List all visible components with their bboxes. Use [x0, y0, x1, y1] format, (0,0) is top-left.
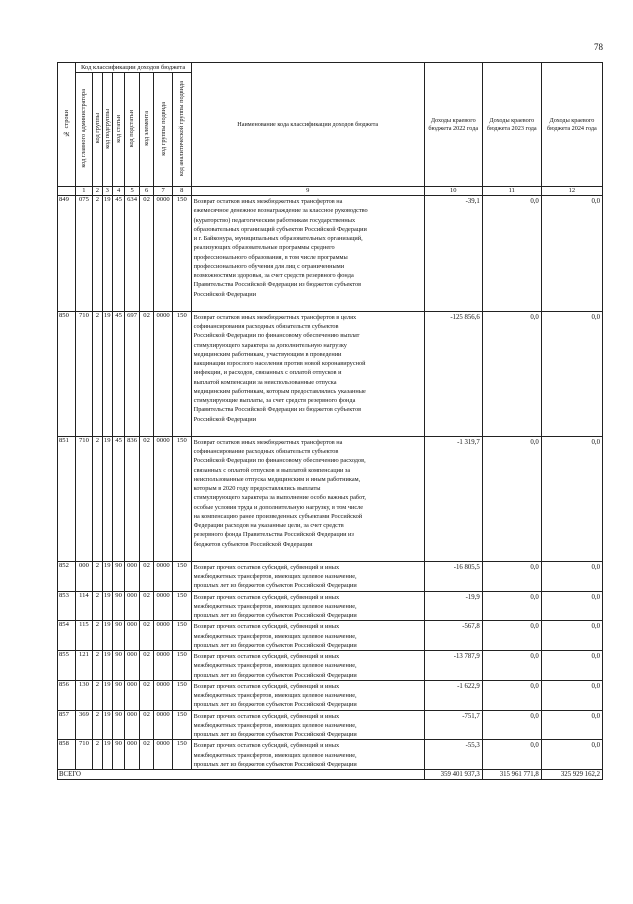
- code-cell: 000: [75, 561, 93, 591]
- code-cell: 0000: [154, 651, 173, 681]
- code-cell: 000: [125, 561, 140, 591]
- code-cell: 0000: [154, 196, 173, 312]
- amount-2023: 0,0: [482, 311, 541, 436]
- row-number: 858: [58, 740, 76, 770]
- code-cell: 90: [112, 651, 124, 681]
- column-number: 10: [424, 187, 482, 196]
- description-line: на компенсацию ранее произведенных субъектами Российской: [193, 512, 363, 520]
- amount-2022: -1 319,7: [424, 436, 482, 561]
- code-cell: 19: [102, 710, 112, 740]
- row-number: 855: [58, 651, 76, 681]
- row-description: [191, 651, 424, 681]
- code-cell: 000: [125, 740, 140, 770]
- amount-2023: 0,0: [482, 710, 541, 740]
- code-cell: 02: [139, 710, 154, 740]
- description-line: Российской Федерации по финансовому обеспечению выплат: [193, 332, 360, 340]
- description-line: связанных с оплатой отпусков и выплатой компенсации за: [193, 466, 351, 474]
- total-label: ВСЕГО: [58, 770, 425, 780]
- amount-2024: 0,0: [541, 710, 602, 740]
- code-cell: 45: [112, 436, 124, 561]
- description-line: Возврат прочих остатков субсидий, субвенций и иных: [193, 563, 340, 571]
- code-cell: 0000: [154, 436, 173, 561]
- row-number: 854: [58, 621, 76, 651]
- row-number: 857: [58, 710, 76, 740]
- code-cell: 19: [102, 591, 112, 621]
- column-number: 12: [541, 187, 602, 196]
- row-number-header: № строки: [58, 63, 76, 187]
- income-2022-header: Доходы краевого бюджета 2022 года: [424, 63, 482, 187]
- column-number: 6: [139, 187, 154, 196]
- description-line: межбюджетных трансфертов, имеющих целевое назначение,: [193, 632, 357, 640]
- description-line: медицинским работникам, которым предоставлялись указанные: [193, 387, 366, 395]
- amount-2023: 0,0: [482, 651, 541, 681]
- description-line: Возврат прочих остатков субсидий, субвенций и иных: [193, 682, 340, 690]
- description-line: межбюджетных трансфертов, имеющих целевое назначение,: [193, 692, 357, 699]
- column-number: 4: [112, 187, 124, 196]
- code-cell: 710: [75, 436, 93, 561]
- code-cell: 710: [75, 740, 93, 770]
- code-cell: 0000: [154, 740, 173, 770]
- code-column-header: код аналитической группы подвида: [172, 73, 191, 187]
- description-line: реализующих образовательные программы среднего: [193, 244, 335, 252]
- description-line: и г. Байконура, муниципальных образовательных организаций,: [193, 235, 363, 242]
- amount-2022: -125 856,6: [424, 311, 482, 436]
- code-cell: 114: [75, 591, 93, 621]
- code-cell: 000: [125, 680, 140, 710]
- description-line: Российской Федерации: [193, 290, 257, 298]
- description-line: межбюджетных трансфертов, имеющих целевое назначение,: [193, 602, 357, 610]
- amount-2022: -39,1: [424, 196, 482, 312]
- column-number: 2: [93, 187, 102, 196]
- total-2022: 359 401 937,3: [424, 770, 482, 780]
- column-number: 8: [172, 187, 191, 196]
- code-cell: 2: [93, 651, 102, 681]
- table-row: [58, 196, 603, 312]
- code-cell: 150: [172, 436, 191, 561]
- code-cell: 2: [93, 591, 102, 621]
- amount-2024: 0,0: [541, 436, 602, 561]
- row-description: [191, 591, 424, 621]
- code-cell: 710: [75, 311, 93, 436]
- code-cell: 0000: [154, 680, 173, 710]
- row-description: [191, 436, 424, 561]
- description-line: резервного фонда Правительства Российской Федерации из: [193, 531, 354, 539]
- code-column-header: код подстатьи: [125, 73, 140, 187]
- code-cell: 115: [75, 621, 93, 651]
- income-2024-header: Доходы краевого бюджета 2024 года: [541, 63, 602, 187]
- description-line: прошлых лет из бюджетов субъектов Российской Федерации: [193, 701, 357, 709]
- description-line: межбюджетных трансфертов, имеющих целевое назначение,: [193, 721, 357, 729]
- description-line: (кураторство) педагогическим работникам государственных: [193, 216, 356, 224]
- description-line: особые условия труда и дополнительную нагрузку, в том числе: [193, 503, 364, 511]
- code-cell: 02: [139, 621, 154, 651]
- description-line: Российской Федерации: [193, 415, 257, 423]
- row-number: 849: [58, 196, 76, 312]
- description-line: Правительства Российской Федерации из бюджетов субъектов: [193, 406, 362, 414]
- code-cell: 2: [93, 710, 102, 740]
- table-row: [58, 710, 603, 740]
- row-description: [191, 561, 424, 591]
- amount-2024: 0,0: [541, 651, 602, 681]
- description-line: бюджетов субъектов Российской Федерации: [193, 540, 313, 548]
- code-cell: 2: [93, 436, 102, 561]
- code-cell: 369: [75, 710, 93, 740]
- description-line: прошлых лет из бюджетов субъектов Российской Федерации: [193, 582, 357, 590]
- code-cell: 90: [112, 680, 124, 710]
- description-line: возможностями здоровья, за счет средств резервного фонда: [193, 272, 354, 279]
- table-row: [58, 311, 603, 436]
- code-cell: 02: [139, 680, 154, 710]
- description-line: Возврат остатков иных межбюджетных трансфертов на: [193, 198, 343, 205]
- row-description: [191, 196, 424, 312]
- code-cell: 2: [93, 740, 102, 770]
- description-line: софинансирование расходных обязательств субъектов: [193, 448, 339, 455]
- description-line: прошлых лет из бюджетов субъектов Российской Федерации: [193, 760, 357, 768]
- code-cell: 90: [112, 591, 124, 621]
- code-cell: 000: [125, 591, 140, 621]
- row-description: [191, 680, 424, 710]
- code-cell: 2: [93, 680, 102, 710]
- classification-header: Код классификации доходов бюджета: [75, 63, 191, 73]
- code-cell: 2: [93, 561, 102, 591]
- row-number: 852: [58, 561, 76, 591]
- description-line: Правительства Российской Федерации из бюджетов субъектов: [193, 281, 362, 289]
- code-cell: 02: [139, 591, 154, 621]
- column-number: 3: [102, 187, 112, 196]
- table-row: [58, 740, 603, 770]
- total-2023: 315 961 771,8: [482, 770, 541, 780]
- row-description: [191, 311, 424, 436]
- code-cell: 2: [93, 621, 102, 651]
- code-column-header: код главного администратора: [75, 73, 93, 187]
- amount-2022: -19,9: [424, 591, 482, 621]
- description-line: Российской Федерации по финансовому обеспечению расходов,: [193, 457, 366, 465]
- row-description: [191, 740, 424, 770]
- table-row: [58, 651, 603, 681]
- description-line: инфекции, и расходов, связанных с оплатой отпусков и: [193, 369, 342, 377]
- code-cell: 0000: [154, 311, 173, 436]
- code-column-header: код группы подвида: [154, 73, 173, 187]
- row-number: 856: [58, 680, 76, 710]
- code-cell: 90: [112, 740, 124, 770]
- code-cell: 19: [102, 651, 112, 681]
- row-number: 850: [58, 311, 76, 436]
- code-cell: 075: [75, 196, 93, 312]
- code-cell: 130: [75, 680, 93, 710]
- description-line: прошлых лет из бюджетов субъектов Российской Федерации: [193, 671, 357, 679]
- table-row: [58, 561, 603, 591]
- code-cell: 150: [172, 651, 191, 681]
- amount-2022: -55,3: [424, 740, 482, 770]
- description-line: Возврат прочих остатков субсидий, субвенций и иных: [193, 593, 340, 601]
- code-cell: 19: [102, 311, 112, 436]
- code-cell: 2: [93, 311, 102, 436]
- description-line: вакцинации взрослого населения против новой коронавирусной: [193, 360, 366, 367]
- code-cell: 02: [139, 740, 154, 770]
- code-cell: 02: [139, 196, 154, 312]
- row-description: [191, 621, 424, 651]
- code-column-header: код подгруппы: [102, 73, 112, 187]
- amount-2023: 0,0: [482, 621, 541, 651]
- code-cell: 0000: [154, 561, 173, 591]
- description-line: софинансирования расходных обязательств субъектов: [193, 323, 339, 330]
- description-line: Возврат прочих остатков субсидий, субвенций и иных: [193, 623, 340, 631]
- description-line: стимулирующего характера за выполнение особо важных работ,: [193, 494, 367, 502]
- amount-2023: 0,0: [482, 680, 541, 710]
- code-column-header: код статьи: [112, 73, 124, 187]
- code-cell: 150: [172, 591, 191, 621]
- code-cell: 000: [125, 651, 140, 681]
- row-number: 851: [58, 436, 76, 561]
- amount-2023: 0,0: [482, 561, 541, 591]
- code-cell: 150: [172, 561, 191, 591]
- code-cell: 19: [102, 621, 112, 651]
- amount-2023: 0,0: [482, 740, 541, 770]
- amount-2022: -1 622,9: [424, 680, 482, 710]
- amount-2022: -16 805,5: [424, 561, 482, 591]
- code-column-header: код группы: [93, 73, 102, 187]
- amount-2024: 0,0: [541, 561, 602, 591]
- description-line: выплатой компенсации за неиспользованные отпуска: [193, 378, 337, 386]
- description-line: межбюджетных трансфертов, имеющих целевое назначение,: [193, 573, 357, 580]
- code-cell: 150: [172, 621, 191, 651]
- code-cell: 90: [112, 621, 124, 651]
- code-cell: 2: [93, 196, 102, 312]
- code-cell: 150: [172, 196, 191, 312]
- description-line: прошлых лет из бюджетов субъектов Российской Федерации: [193, 641, 357, 649]
- code-cell: 02: [139, 561, 154, 591]
- description-line: профессионального образования, в том числе программы: [193, 253, 348, 261]
- code-cell: 19: [102, 196, 112, 312]
- budget-income-table: [57, 62, 603, 780]
- income-2023-header: Доходы краевого бюджета 2023 года: [482, 63, 541, 187]
- table-row: [58, 591, 603, 621]
- code-cell: 150: [172, 311, 191, 436]
- description-line: которым в 2020 году предоставлялись выплаты: [193, 485, 321, 492]
- description-line: Федерации расходов на указанные цели, за счет средств: [193, 522, 344, 529]
- code-cell: 90: [112, 710, 124, 740]
- code-cell: 150: [172, 740, 191, 770]
- code-cell: 19: [102, 680, 112, 710]
- code-cell: 45: [112, 311, 124, 436]
- description-line: ежемесячное денежное вознаграждение за классное руководство: [193, 207, 368, 215]
- code-cell: 02: [139, 651, 154, 681]
- description-line: стимулирующего характера за дополнительную нагрузку: [193, 341, 347, 349]
- description-line: Возврат прочих остатков субсидий, субвенций и иных: [193, 742, 340, 750]
- code-cell: 19: [102, 740, 112, 770]
- code-cell: 02: [139, 311, 154, 436]
- table-row: [58, 680, 603, 710]
- code-cell: 19: [102, 561, 112, 591]
- description-line: стимулирующие выплаты, за счет средств резервного фонда: [193, 397, 356, 404]
- code-cell: 121: [75, 651, 93, 681]
- amount-2022: -751,7: [424, 710, 482, 740]
- description-line: неиспользованные отпуска медицинским и иным работникам,: [193, 475, 361, 483]
- code-cell: 634: [125, 196, 140, 312]
- total-2024: 325 929 162,2: [541, 770, 602, 780]
- amount-2024: 0,0: [541, 621, 602, 651]
- code-cell: 697: [125, 311, 140, 436]
- description-line: Возврат остатков иных межбюджетных трансфертов на: [193, 438, 343, 446]
- code-cell: 150: [172, 680, 191, 710]
- description-line: Возврат остатков иных межбюджетных трансфертов в целях: [193, 313, 357, 321]
- code-cell: 45: [112, 196, 124, 312]
- amount-2024: 0,0: [541, 311, 602, 436]
- amount-2023: 0,0: [482, 591, 541, 621]
- amount-2024: 0,0: [541, 740, 602, 770]
- total-row: [58, 770, 603, 780]
- amount-2024: 0,0: [541, 680, 602, 710]
- code-cell: 19: [102, 436, 112, 561]
- description-line: Возврат прочих остатков субсидий, субвенций и иных: [193, 712, 340, 720]
- column-number: 9: [191, 187, 424, 196]
- description-line: межбюджетных трансфертов, имеющих целевое назначение,: [193, 751, 357, 759]
- table-row: [58, 621, 603, 651]
- amount-2022: -567,8: [424, 621, 482, 651]
- description-line: профессионального обучения для лиц с ограниченными: [193, 262, 345, 270]
- column-number: 7: [154, 187, 173, 196]
- code-cell: 0000: [154, 710, 173, 740]
- page-number: 78: [594, 42, 603, 52]
- code-cell: 02: [139, 436, 154, 561]
- description-line: Возврат прочих остатков субсидий, субвенций и иных: [193, 653, 340, 660]
- name-header: Наименование кода классификации доходов бюджета: [191, 63, 424, 187]
- amount-2023: 0,0: [482, 196, 541, 312]
- code-cell: 000: [125, 621, 140, 651]
- row-number: 853: [58, 591, 76, 621]
- column-number: 1: [75, 187, 93, 196]
- description-line: прошлых лет из бюджетов субъектов Российской Федерации: [193, 612, 357, 619]
- code-column-header: код элемента: [139, 73, 154, 187]
- amount-2024: 0,0: [541, 591, 602, 621]
- amount-2022: -13 787,9: [424, 651, 482, 681]
- code-cell: 90: [112, 561, 124, 591]
- amount-2024: 0,0: [541, 196, 602, 312]
- amount-2023: 0,0: [482, 436, 541, 561]
- code-cell: 150: [172, 710, 191, 740]
- code-cell: 0000: [154, 621, 173, 651]
- code-cell: 000: [125, 710, 140, 740]
- description-line: образовательных организаций субъектов Российской Федерации: [193, 225, 367, 233]
- description-line: межбюджетных трансфертов, имеющих целевое назначение,: [193, 662, 357, 670]
- column-number: 11: [482, 187, 541, 196]
- code-cell: 0000: [154, 591, 173, 621]
- row-description: [191, 710, 424, 740]
- description-line: прошлых лет из бюджетов субъектов Российской Федерации: [193, 731, 357, 738]
- code-cell: 836: [125, 436, 140, 561]
- column-number-blank: [58, 187, 76, 196]
- description-line: медицинским работникам, участвующим в проведении: [193, 350, 342, 358]
- table-row: [58, 436, 603, 561]
- column-number: 5: [125, 187, 140, 196]
